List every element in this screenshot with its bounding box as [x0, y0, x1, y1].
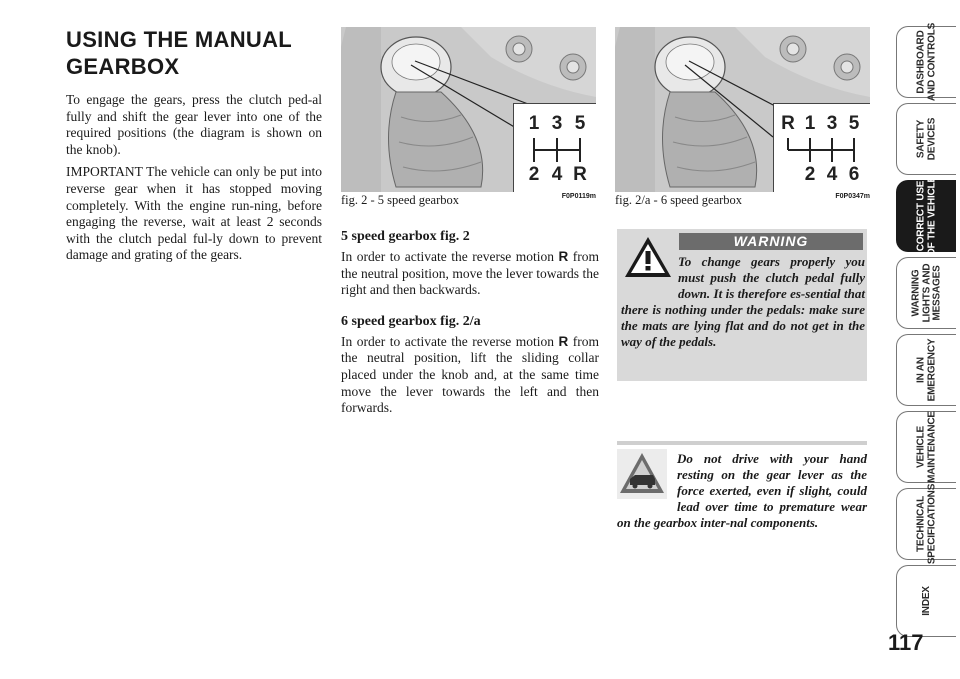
tab-label: INDEX [920, 586, 932, 616]
tab-index[interactable] [896, 565, 956, 637]
figure-code: F0P0119m [561, 193, 596, 200]
gear-label: R [573, 164, 587, 185]
warning-box [617, 229, 867, 381]
six-speed-text [341, 334, 599, 417]
warning-banner: WARNING [679, 233, 863, 250]
five-speed-text [341, 249, 599, 299]
gear-label: 2 [804, 164, 816, 185]
tab-dashboard-and-controls[interactable] [896, 22, 956, 102]
text-part: In order to activate the reverse motion [341, 249, 559, 264]
text-part: from the neutral position, lift the sliding collar placed under the knob and, at the same time move the lever towards the left and then forwards. [341, 333, 599, 416]
six-speed-heading: 6 speed gearbox fig. 2/a [341, 313, 481, 329]
page-number: 117 [888, 630, 924, 655]
gear-label: 3 [551, 113, 563, 134]
gear-label: 4 [826, 164, 838, 185]
gear-label: 3 [826, 113, 838, 134]
tab-label: VEHICLE MAINTENANCE [915, 411, 937, 483]
caption-text: fig. 2/a - 6 speed gearbox [615, 193, 743, 207]
shift-pattern-6-speed [773, 103, 870, 192]
reverse-symbol: R [558, 249, 569, 264]
tab-label: TECHNICAL SPECIFICATIONS [915, 483, 937, 565]
tab-label: CORRECT USE OF THE VEHICLE [915, 176, 937, 256]
tab-vehicle-maintenance[interactable] [896, 411, 956, 483]
gear-label: 1 [528, 113, 540, 134]
reverse-symbol: R [558, 333, 569, 349]
important-paragraph: IMPORTANT The vehicle can only be put into reverse gear when it has stopped moving completely. With the engine run-ning, before engaging the reverse, wait at least 2 seconds with the clutch pedal ful-ly down to prevent damage and grating of the gears. [66, 164, 322, 263]
intro-paragraph: To engage the gears, press the clutch ped-al fully and shift the gear lever into one of the required positions (the diagram is shown on the knob). [66, 92, 322, 157]
figure-5-speed [341, 27, 596, 192]
tab-label: DASHBOARD AND CONTROLS [915, 22, 937, 102]
tab-label: WARNING LIGHTS AND MESSAGES [909, 263, 942, 323]
chapter-tabs [896, 0, 960, 640]
gear-label: 5 [848, 113, 860, 134]
tab-safety-devices[interactable] [896, 103, 956, 175]
figure-caption-6-speed [615, 193, 870, 209]
text-part: In order to activate the reverse motion [341, 333, 559, 349]
warning-text: To change gears properly you must push the clutch pedal fully down. It is therefore es-sential that there is nothing under the pedals: make sure the mats are lying flat and do not get in the way of the pedals. [621, 254, 865, 349]
caption-text: fig. 2 - 5 speed gearbox [341, 193, 460, 207]
van-triangle-icon [617, 449, 667, 499]
figure-caption-5-speed [341, 193, 596, 209]
gear-label: 6 [848, 164, 860, 185]
tab-correct-use[interactable] [896, 176, 956, 256]
section-title: USING THE MANUAL GEARBOX [66, 27, 292, 79]
gear-label: R [781, 113, 795, 134]
five-speed-heading: 5 speed gearbox fig. 2 [341, 229, 470, 244]
figure-code: F0P0347m [835, 193, 870, 200]
figure-6-speed [615, 27, 870, 192]
note-divider [617, 441, 867, 445]
gear-label: 2 [528, 164, 540, 185]
gear-label: 5 [574, 113, 586, 134]
tab-label: IN AN EMERGENCY [915, 338, 937, 402]
gearbox-instructions [341, 228, 599, 431]
gear-label: 1 [804, 113, 816, 134]
tab-in-an-emergency[interactable] [896, 334, 956, 406]
tab-technical-specifications[interactable] [896, 483, 956, 565]
shift-pattern-5-speed [513, 103, 596, 192]
tab-label: SAFETY DEVICES [915, 117, 937, 161]
intro-column [66, 92, 322, 270]
text-part: from the neutral position, move the lever towards the right and then backwards. [341, 249, 599, 298]
tab-warning-lights[interactable] [896, 257, 956, 329]
note-text: Do not drive with your hand resting on the gear lever as the force exerted, even if slight, could lead over time to premature wear on the gearbox inter-nal components. [617, 451, 867, 530]
gear-label: 4 [551, 164, 563, 185]
warning-triangle-icon [623, 235, 673, 279]
